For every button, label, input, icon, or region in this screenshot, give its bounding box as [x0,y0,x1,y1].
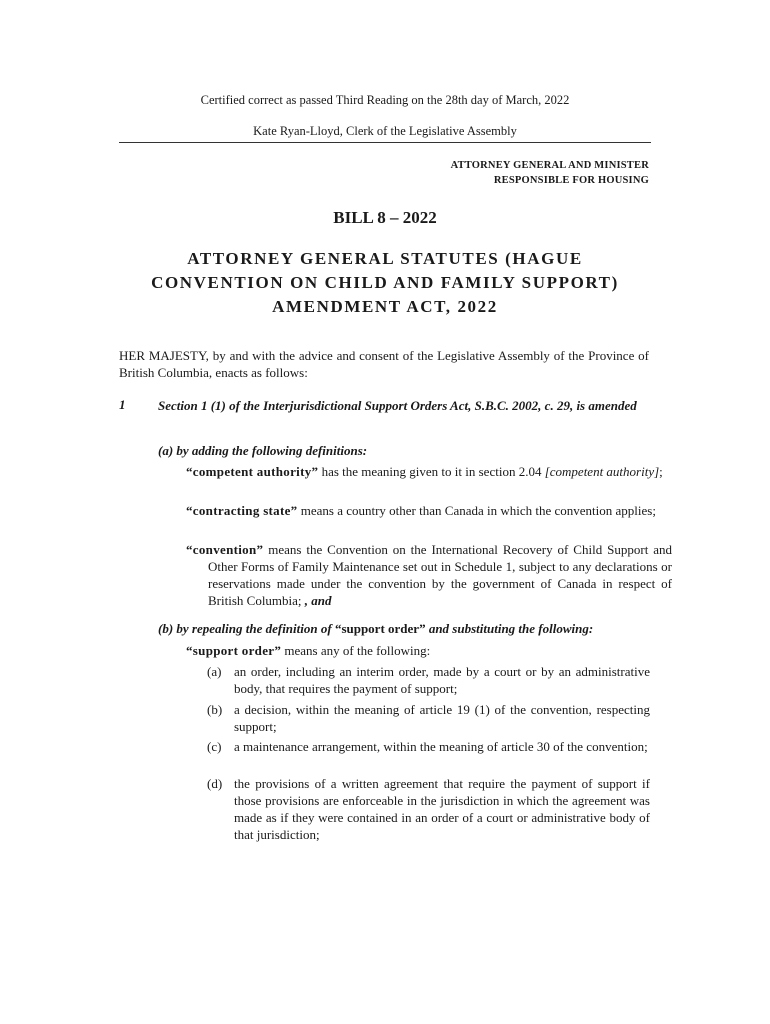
paragraph-c [207,738,650,755]
paragraph-label: (d) [207,776,223,791]
header-rule [119,142,651,143]
definition-reference: [competent authority] [544,464,660,479]
definition-text: means any of the following: [281,643,431,658]
paragraph-b [207,701,650,735]
paragraph-label: (b) [207,702,223,717]
ministry-line-2: RESPONSIBLE FOR HOUSING [493,175,649,186]
definition-end: ; [659,464,663,479]
paragraph-a [207,663,650,697]
enacting-clause: HER MAJESTY, by and with the advice and consent of the Legislative Assembly of the Province of British Columbia, enacts as follows: [119,348,649,380]
definition-term: “contracting state” [186,503,298,518]
subsection-a-label: (a) by adding the following definitions: [158,443,368,458]
certification-line: Certified correct as passed Third Reading on the 28th day of March, 2022 [200,93,570,107]
definition-convention [186,541,672,609]
bill-number: BILL 8 – 2022 [333,208,437,227]
ministry-line-1: ATTORNEY GENERAL AND MINISTER [450,160,649,171]
subsection-b-term: “support order” [334,621,426,636]
definition-term: “convention” [186,542,264,557]
definition-text: has the meaning given to it in section 2.04 [318,464,545,479]
definition-term: “competent authority” [186,464,319,479]
definition-contracting-state [186,502,672,519]
clerk-line: Kate Ryan-Lloyd, Clerk of the Legislative Assembly [253,124,517,138]
definition-competent-authority [186,463,672,480]
subsection-b-label-end: and substituting the following: [425,621,594,636]
definition-text: means the Convention on the International Recovery of Child Support and Other Forms of Family Maintenance set out in Schedule 1, subject to any declarations or reservations made under the convention by the government of Canada in respect of British Columbia; [208,542,672,608]
paragraph-text: a maintenance arrangement, within the meaning of article 30 of the convention; [234,739,648,754]
paragraph-text: an order, including an interim order, made by a court or by an administrative body, that requires the payment of support; [234,664,650,696]
subsection-b-label-start: (b) by repealing the definition of [158,621,335,636]
subsection-b-label [158,620,650,637]
definition-text: means a country other than Canada in which the convention applies; [297,503,656,518]
definition-support-order [186,642,650,659]
section-number: 1 [119,397,126,412]
section-amending-text: Section 1 (1) of the Interjurisdictional Support Orders Act, S.B.C. 2002, c. 29, is amended [158,398,637,413]
paragraph-text: a decision, within the meaning of article 19 (1) of the convention, respecting support; [234,702,650,734]
paragraph-label: (a) [207,664,222,679]
paragraph-label: (c) [207,739,222,754]
definition-trailer: , and [301,593,332,608]
ministry-heading [451,158,649,188]
paragraph-text: the provisions of a written agreement that require the payment of support if those provisions are enforceable in the jurisdiction in which the agreement was made as if they were contained in an order of a court or administrative body of that jurisdiction; [234,776,650,842]
paragraph-d [207,775,650,843]
definition-term: “support order” [186,643,282,658]
act-title: ATTORNEY GENERAL STATUTES (HAGUE CONVENTION ON CHILD AND FAMILY SUPPORT) AMENDMENT ACT, 2022 [151,249,619,316]
